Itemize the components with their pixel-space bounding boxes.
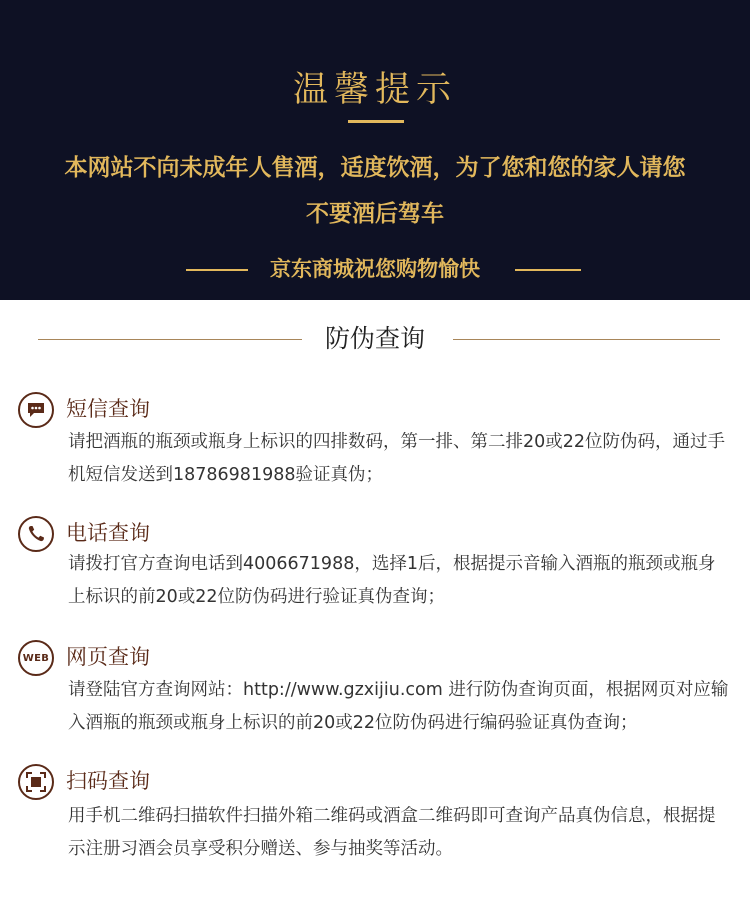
sms-icon	[18, 392, 54, 428]
banner-message-line-2: 不要酒后驾车	[306, 200, 444, 227]
item-description: 用手机二维码扫描软件扫描外箱二维码或酒盒二维码即可查询产品真伪信息，根据提示注册习酒会员享受积分赠送、参与抽奖等活动。	[68, 806, 716, 859]
query-item-web	[18, 640, 732, 740]
banner-subtitle: 京东商城祝您购物愉快	[270, 256, 480, 281]
web-icon	[18, 640, 54, 676]
item-description: 请把酒瓶的瓶颈或瓶身上标识的四排数码，第一排、第二排20或22位防伪码，通过手机短信发送到18786981988验证真伪；	[68, 432, 726, 485]
banner-title: 温馨提示	[292, 70, 457, 110]
section-header	[0, 318, 750, 362]
item-title: 短信查询	[66, 397, 150, 421]
banner-message-line-1: 本网站不向未成年人售酒，适度饮酒，为了您和您的家人请您	[64, 154, 686, 181]
item-description: 请拨打官方查询电话到4006671988，选择1后，根据提示音输入酒瓶的瓶颈或瓶身上标识的前20或22位防伪码进行验证真伪查询；	[68, 554, 716, 607]
warning-banner	[0, 0, 750, 300]
query-item-phone	[18, 516, 732, 616]
item-title: 电话查询	[66, 521, 150, 545]
scan-icon	[18, 764, 54, 800]
query-item-sms	[18, 392, 732, 492]
section-right-rule	[453, 339, 720, 340]
item-title: 扫码查询	[66, 769, 150, 793]
phone-icon	[18, 516, 54, 552]
query-item-scan	[18, 764, 732, 874]
section-title: 防伪查询	[324, 324, 425, 353]
title-underline	[348, 120, 404, 123]
item-title: 网页查询	[66, 645, 150, 669]
web-icon-label: WEB	[22, 652, 50, 664]
item-description: 请登陆官方查询网站：http://www.gzxijiu.com 进行防伪查询页面，根据网页对应输入酒瓶的瓶颈或瓶身上标识的前20或22位防伪码进行编码验证真伪查询；	[68, 680, 729, 733]
subtitle-right-rule	[515, 269, 581, 271]
